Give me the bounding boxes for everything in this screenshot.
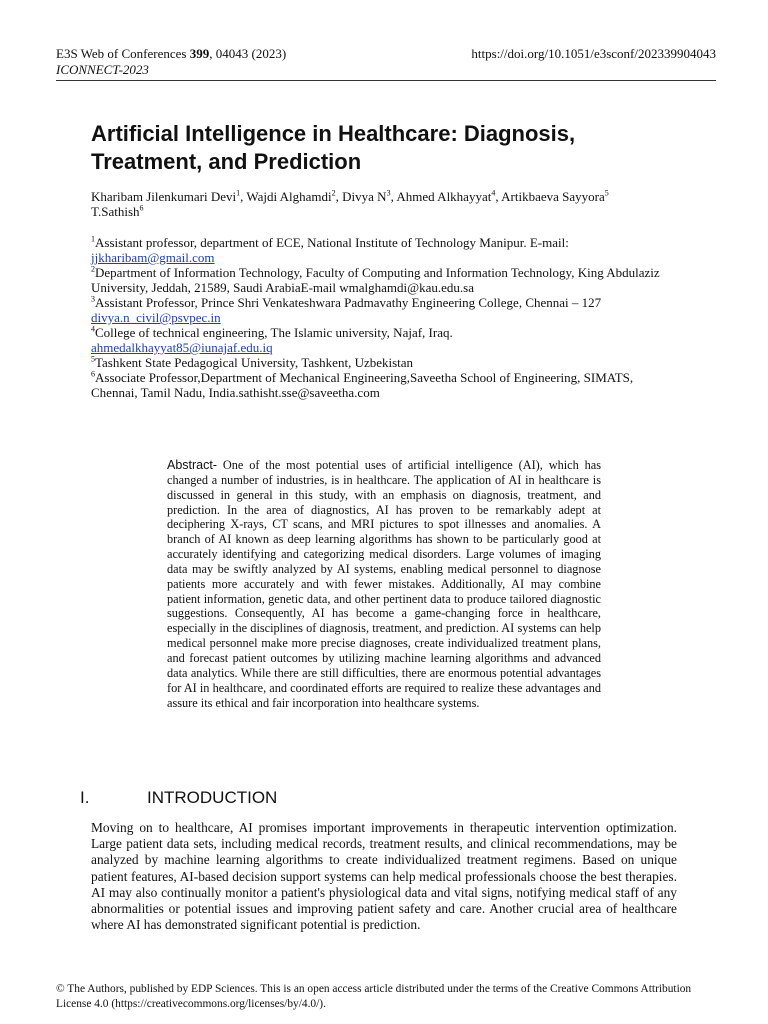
- affiliation-list: [91, 235, 681, 400]
- license-footer: © The Authors, published by EDP Sciences. This is an open access article distributed under the terms of the Creative Commons Attribution License 4.0 (https://creativecommons.org/licenses/by/4.0/).: [56, 983, 692, 1010]
- abstract: [167, 458, 601, 710]
- section-number: I.: [80, 788, 90, 807]
- author: Artikbaeva Sayyora$^5$: [501, 188, 609, 204]
- author-list: [91, 189, 681, 219]
- abstract-label: Abstract-: [167, 458, 218, 472]
- journal-citation: [56, 46, 286, 62]
- email-link[interactable]: ahmedalkhayyat85@iunajaf.edu.iq: [91, 340, 273, 355]
- affiliation: $^5$Tashkent State Pedagogical University, Tashkent, Uzbekistan: [91, 354, 414, 370]
- affiliation: $^2$Department of Information Technology, Faculty of Computing and Information Technology, King Abdulaziz University, Jeddah, 21589, Saudi ArabiaE-mail wmalghamdi@kau.edu.sa: [91, 264, 660, 295]
- author: Kharibam Jilenkumari Devi$^1$,: [91, 188, 247, 204]
- section-heading: [80, 788, 277, 808]
- journal-name: E3S Web of Conferences: [56, 46, 190, 61]
- journal-volume: 399: [189, 46, 210, 61]
- header-divider: [56, 80, 716, 81]
- affiliation: $^6$Associate Professor,Department of Mechanical Engineering,Saveetha School of Engineering, SIMATS, Chennai, Tamil Nadu, India.sathisht.sse@saveetha.com: [91, 369, 634, 400]
- conference-name: ICONNECT-2023: [56, 62, 149, 77]
- author: Divya $N^3$,: [342, 188, 397, 204]
- affiliation: $^4$College of technical engineering, The Islamic university, Najaf, Iraq. ahmedalkhayyat85@iunajaf.edu.iq: [91, 324, 453, 355]
- journal-issue: , 04043 (2023): [209, 46, 287, 61]
- author: T.Sathish$^6$: [91, 203, 144, 219]
- author: Wajdi Alghamdi$^2$,: [246, 188, 343, 204]
- affiliation: $^3$Assistant Professor, Prince Shri Venkateshwara Padmavathy Engineering College, Chennai – 127 divya.n_civil@psvpec.in: [91, 294, 602, 325]
- abstract-text: One of the most potential uses of artificial intelligence (AI), which has changed a number of industries, is in healthcare. The application of AI in healthcare is discussed in general in this study, with an emphasis on diagnosis, treatment, and prediction. In the area of diagnostics, AI has proven to be remarkably adept at deciphering X-rays, CT scans, and MRI pictures to spot illnesses and anomalies. A branch of AI known as deep learning algorithms has shown to be particularly good at accurately identifying and categorizing medical disorders. Large volumes of imaging data may be swiftly analyzed by AI systems, enabling medical personnel to diagnose patients more accurately and with fewer mistakes. Additionally, AI may combine patient information, genetic data, and other pertinent data to produce tailored diagnostic suggestions. Consequently, AI has become a game-changing force in healthcare, especially in the disciplines of diagnosis, treatment, and prediction. AI systems can help medical personnel make more precise diagnoses, create individualized treatment plans, and forecast patient outcomes by utilizing machine learning algorithms and advanced data analytics. While there are still difficulties, there are enormous potential advantages for AI in healthcare, and coordinated efforts are required to realize these advantages and assure its ethical and fair incorporation into healthcare systems.: [167, 458, 601, 710]
- author: Ahmed Alkhayyat$^4$,: [396, 188, 502, 204]
- paper-title: Artificial Intelligence in Healthcare: Diagnosis, Treatment, and Prediction: [91, 121, 576, 174]
- section-title: INTRODUCTION: [147, 788, 278, 807]
- introduction-paragraph: Moving on to healthcare, AI promises important improvements in therapeutic intervention optimization. Large patient data sets, including medical records, treatment results, and clinical recommendations, may be analyzed by machine learning algorithms to create individualized treatment regimens. Based on unique patient features, AI-based decision support systems can help medical professionals choose the best therapies. AI may also continually monitor a patient's physiological data and vital signs, notifying medical staff of any abnormalities or potential issues and improving patient safety and care. Another crucial area of healthcare where AI has demonstrated significant potential is prediction.: [91, 820, 677, 933]
- page-header: [56, 46, 716, 78]
- email-link[interactable]: divya.n_civil@psvpec.in: [91, 310, 221, 325]
- email-link[interactable]: jjkharibam@gmail.com: [91, 250, 215, 265]
- affiliation: $^1$Assistant professor, department of ECE, National Institute of Technology Manipur. E-mail: jjkharibam@gmail.com: [91, 234, 569, 265]
- doi-link[interactable]: https://doi.org/10.1051/e3sconf/202339904043: [471, 46, 716, 61]
